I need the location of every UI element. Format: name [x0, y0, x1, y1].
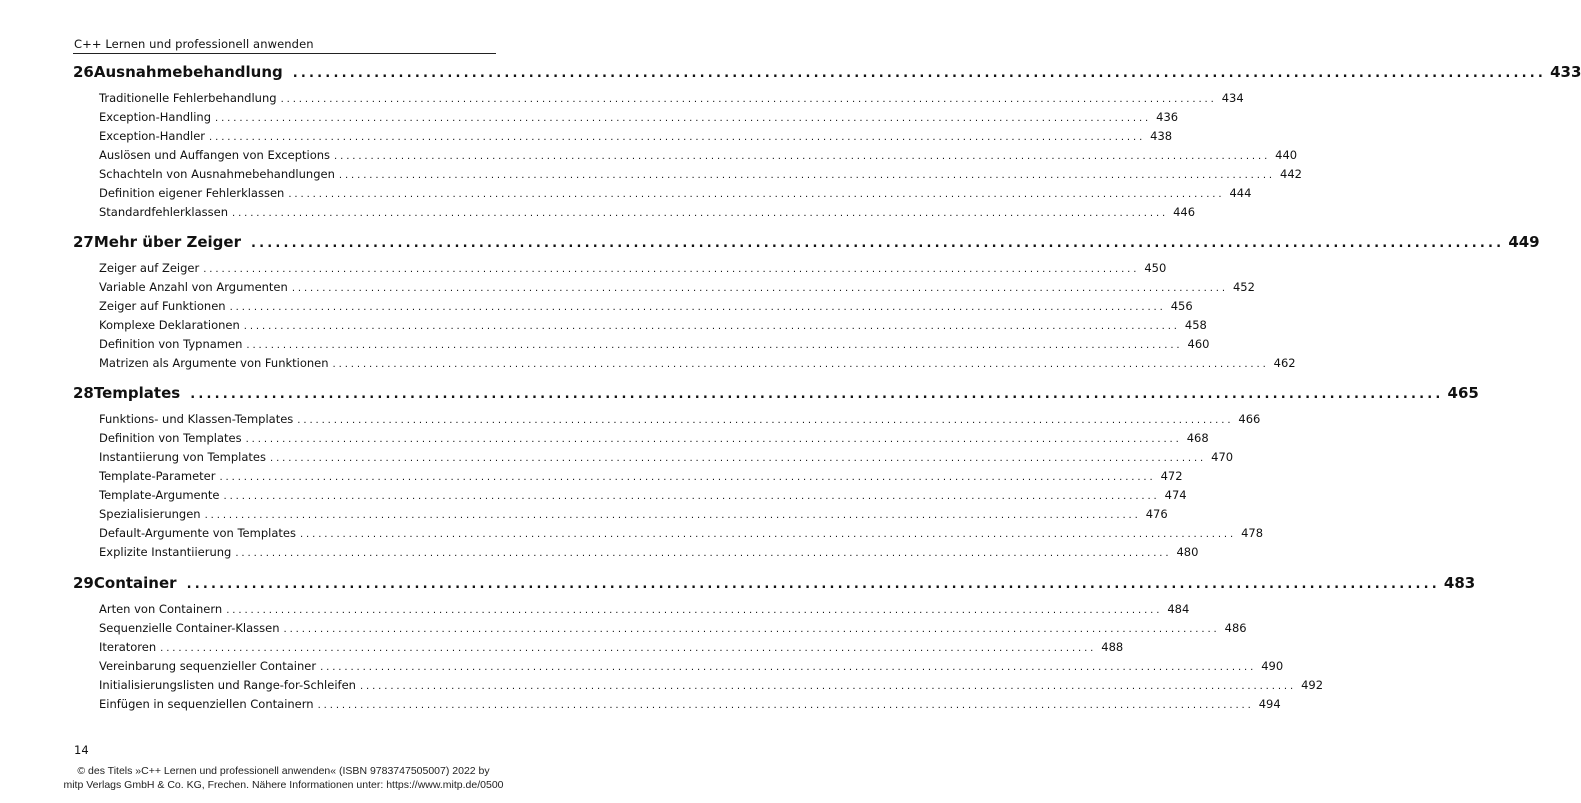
chapter-page: 465 — [1447, 384, 1479, 402]
toc-entry[interactable] — [73, 280, 1255, 299]
entry-page: 470 — [1211, 450, 1234, 464]
entry-page: 494 — [1258, 697, 1281, 711]
entry-title: Funktions- und Klassen-Templates — [99, 412, 294, 426]
toc-entry[interactable] — [73, 299, 1193, 318]
leader-dots: .......................................................................................................................................................... — [288, 189, 1225, 200]
toc-entry[interactable] — [73, 469, 1183, 488]
entry-page: 434 — [1221, 91, 1244, 105]
toc-entry[interactable] — [73, 526, 1264, 545]
entry-title: Explizite Instantiierung — [99, 545, 232, 559]
chapter-26 — [73, 63, 1581, 224]
entry-title: Auslösen und Auffangen von Exceptions — [99, 148, 331, 162]
entry-title: Vereinbarung sequenzieller Container — [99, 659, 317, 673]
entry-title: Standardfehlerklassen — [99, 205, 228, 219]
entry-page: 444 — [1229, 186, 1252, 200]
entry-page: 440 — [1275, 148, 1298, 162]
entry-page: 458 — [1184, 318, 1207, 332]
entry-title: Exception-Handling — [99, 110, 212, 124]
entry-page: 488 — [1101, 640, 1124, 654]
leader-dots: .......................................................................................................................................................... — [203, 264, 1140, 275]
chapter-28 — [73, 384, 1479, 564]
leader-dots: .......................................................................................................................................................... — [231, 208, 1169, 219]
entry-title: Zeiger auf Funktionen — [99, 299, 226, 313]
leader-dots: .......................................................................................................................................................... — [250, 236, 1505, 251]
toc-entry[interactable] — [73, 167, 1302, 186]
toc-entry[interactable] — [73, 337, 1210, 356]
entry-page: 438 — [1150, 129, 1173, 143]
toc-entry[interactable] — [73, 110, 1179, 129]
entry-title: Definition eigener Fehlerklassen — [99, 186, 285, 200]
entry-list — [73, 412, 1264, 564]
leader-dots: .......................................................................................................................................................... — [246, 340, 1183, 351]
entry-page: 474 — [1164, 488, 1187, 502]
entry-title: Instantiierung von Templates — [99, 450, 267, 464]
chapter-heading[interactable] — [73, 574, 1476, 596]
leader-dots: .......................................................................................................................................................... — [297, 415, 1234, 426]
entry-title: Variable Anzahl von Argumenten — [99, 280, 288, 294]
entry-list — [73, 91, 1302, 224]
toc-entry[interactable] — [73, 488, 1187, 507]
leader-dots: .......................................................................................................................................................... — [280, 94, 1217, 105]
entry-title: Spezialisierungen — [99, 507, 201, 521]
entry-page: 486 — [1224, 621, 1247, 635]
chapter-heading[interactable] — [73, 384, 1479, 406]
entry-title: Definition von Typnamen — [99, 337, 243, 351]
chapter-number: 26 — [73, 63, 94, 81]
chapter-title: Ausnahmebehandlung — [93, 63, 283, 81]
leader-dots: .......................................................................................................................................................... — [219, 472, 1156, 483]
header-rule — [73, 53, 496, 54]
leader-dots: .......................................................................................................................................................... — [160, 643, 1097, 654]
toc-entry[interactable] — [73, 678, 1324, 697]
entry-title: Initialisierungslisten und Range-for-Schleifen — [99, 678, 356, 692]
entry-title: Arten von Containern — [99, 602, 223, 616]
chapter-number: 29 — [73, 574, 94, 592]
entry-page: 450 — [1144, 261, 1167, 275]
entry-page: 466 — [1238, 412, 1261, 426]
running-head: C++ Lernen und professionell anwenden — [74, 37, 314, 51]
chapter-title: Templates — [93, 384, 181, 402]
leader-dots: .......................................................................................................................................................... — [283, 624, 1220, 635]
leader-dots: .......................................................................................................................................................... — [226, 605, 1163, 616]
chapter-page: 433 — [1550, 63, 1581, 81]
entry-page: 480 — [1176, 545, 1199, 559]
toc-entry[interactable] — [73, 507, 1168, 526]
toc-entry[interactable] — [73, 431, 1209, 450]
footer-line: mitp Verlags GmbH & Co. KG, Frechen. Nähere Informationen unter: https://www.mitp.de/0500 — [63, 779, 504, 791]
entry-title: Exception-Handler — [99, 129, 206, 143]
chapter-title: Container — [93, 574, 177, 592]
leader-dots: .......................................................................................................................................................... — [209, 132, 1146, 143]
entry-page: 478 — [1241, 526, 1264, 540]
leader-dots: .......................................................................................................................................................... — [235, 548, 1172, 559]
footer-line: © des Titels »C++ Lernen und professionell anwenden« (ISBN 9783747505007) 2022 by — [77, 765, 490, 777]
toc-entry[interactable] — [73, 450, 1234, 469]
entry-title: Matrizen als Argumente von Funktionen — [99, 356, 329, 370]
entry-title: Schachteln von Ausnahmebehandlungen — [99, 167, 335, 181]
leader-dots: .......................................................................................................................................................... — [229, 302, 1166, 313]
toc-entry[interactable] — [73, 318, 1207, 337]
entry-title: Zeiger auf Zeiger — [99, 261, 200, 275]
leader-dots: .......................................................................................................................................................... — [332, 359, 1269, 370]
toc-entry[interactable] — [73, 205, 1196, 224]
toc-entry[interactable] — [73, 261, 1167, 280]
leader-dots: .......................................................................................................................................................... — [292, 66, 1547, 81]
leader-dots: .......................................................................................................................................................... — [190, 387, 1444, 402]
toc-entry[interactable] — [73, 640, 1124, 659]
entry-page: 492 — [1301, 678, 1324, 692]
leader-dots: .......................................................................................................................................................... — [338, 170, 1275, 181]
entry-title: Komplexe Deklarationen — [99, 318, 240, 332]
entry-title: Template-Argumente — [99, 488, 220, 502]
entry-title: Iteratoren — [99, 640, 157, 654]
leader-dots: .......................................................................................................................................................... — [243, 321, 1180, 332]
entry-title: Definition von Templates — [99, 431, 242, 445]
entry-page: 476 — [1145, 507, 1168, 521]
toc-entry[interactable] — [73, 91, 1244, 110]
toc-entry[interactable] — [73, 545, 1199, 564]
entry-page: 472 — [1160, 469, 1183, 483]
leader-dots: .......................................................................................................................................................... — [223, 491, 1160, 502]
leader-dots: .......................................................................................................................................................... — [359, 681, 1297, 692]
leader-dots: .......................................................................................................................................................... — [215, 113, 1152, 124]
entry-title: Template-Parameter — [99, 469, 216, 483]
entry-page: 436 — [1156, 110, 1179, 124]
chapter-number: 27 — [73, 233, 94, 251]
toc-entry[interactable] — [73, 356, 1296, 375]
leader-dots: .......................................................................................................................................................... — [204, 510, 1141, 521]
copyright-footer — [0, 764, 567, 792]
chapter-title: Mehr über Zeiger — [93, 233, 241, 251]
entry-title: Traditionelle Fehlerbehandlung — [99, 91, 277, 105]
chapter-27 — [73, 233, 1540, 375]
toc-entry[interactable] — [73, 148, 1298, 167]
toc-entry[interactable] — [73, 186, 1252, 205]
entry-list — [73, 602, 1324, 716]
leader-dots: .......................................................................................................................................................... — [270, 453, 1207, 464]
leader-dots: .......................................................................................................................................................... — [299, 529, 1237, 540]
entry-title: Default-Argumente von Templates — [99, 526, 296, 540]
toc-entry[interactable] — [73, 659, 1284, 678]
entry-page: 456 — [1170, 299, 1193, 313]
toc-entry[interactable] — [73, 697, 1281, 716]
toc-entry[interactable] — [73, 602, 1190, 621]
entry-page: 460 — [1187, 337, 1210, 351]
toc-entry[interactable] — [73, 129, 1173, 148]
leader-dots: .......................................................................................................................................................... — [245, 434, 1182, 445]
chapter-page: 449 — [1508, 233, 1540, 251]
leader-dots: .......................................................................................................................................................... — [186, 577, 1440, 592]
entry-page: 484 — [1167, 602, 1190, 616]
entry-title: Einfügen in sequenziellen Containern — [99, 697, 314, 711]
chapter-heading[interactable] — [73, 233, 1540, 255]
chapter-page: 483 — [1443, 574, 1476, 592]
entry-title: Sequenzielle Container-Klassen — [99, 621, 280, 635]
entry-page: 490 — [1261, 659, 1284, 673]
toc-entry[interactable] — [73, 621, 1247, 640]
leader-dots: .......................................................................................................................................................... — [334, 151, 1271, 162]
entry-page: 446 — [1173, 205, 1196, 219]
entry-list — [73, 261, 1296, 375]
chapter-29 — [73, 574, 1476, 716]
entry-page: 462 — [1273, 356, 1296, 370]
entry-page: 452 — [1232, 280, 1255, 294]
leader-dots: .......................................................................................................................................................... — [291, 283, 1228, 294]
chapter-number: 28 — [73, 384, 94, 402]
chapter-heading[interactable] — [73, 63, 1581, 85]
page-number: 14 — [74, 743, 89, 757]
leader-dots: .......................................................................................................................................................... — [317, 700, 1254, 711]
leader-dots: .......................................................................................................................................................... — [320, 662, 1257, 673]
entry-page: 442 — [1280, 167, 1302, 181]
entry-page: 468 — [1186, 431, 1209, 445]
toc-entry[interactable] — [73, 412, 1261, 431]
